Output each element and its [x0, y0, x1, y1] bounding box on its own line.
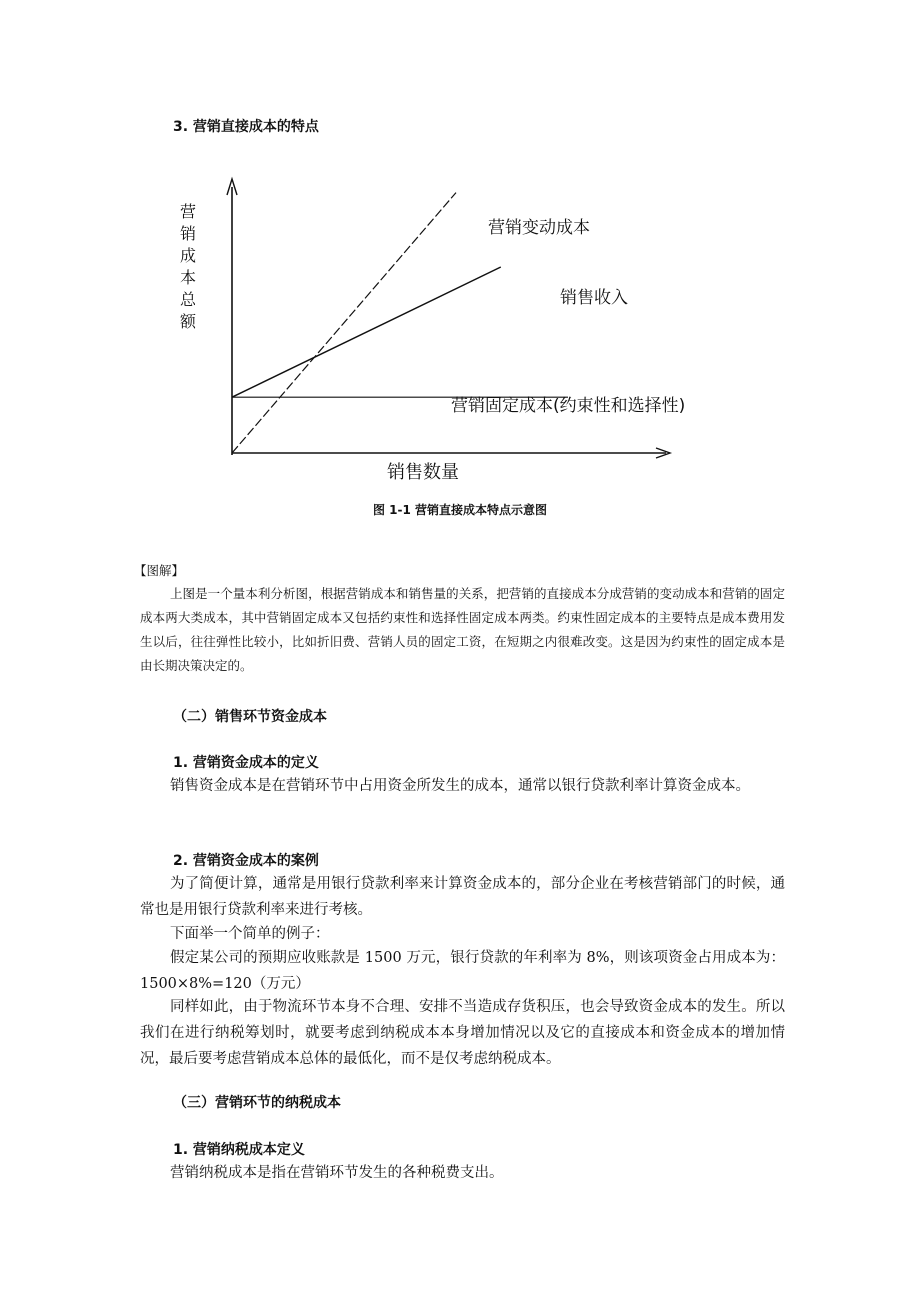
x-axis — [232, 448, 670, 458]
diagram-note-label: 【图解】 — [134, 563, 185, 578]
paragraph-tax-cost-definition: 营销纳税成本是指在营销环节发生的各种税费支出。 — [170, 1165, 504, 1181]
paragraph-capital-cost-conclusion: 同样如此，由于物流环节本身不合理、安排不当造成存货积压，也会导致资金成本的发生。所以我们在进行纳税筹划时，就要考虑到纳税成本本身增加情况以及它的直接成本和资金成本的增加情况，最后要考虑营销成本总体的最低化，而不是仅考虑纳税成本。 — [140, 999, 785, 1067]
figure-caption: 图 1-1 营销直接成本特点示意图 — [372, 503, 548, 517]
paragraph-capital-cost-definition: 销售资金成本是在营销环节中占用资金所发生的成本，通常以银行贷款利率计算资金成本。 — [170, 778, 750, 794]
series-label-fixed-cost: 营销固定成本(约束性和选择性) — [451, 396, 686, 416]
cost-volume-chart — [168, 165, 788, 485]
y-axis-label — [180, 202, 197, 331]
series-line-variable-cost — [232, 193, 456, 453]
paragraph-capital-cost-example: 假定某公司的预期应收账款是 1500 万元，银行贷款的年利率为 8%，则该项资金占用成本为：1500×8%=120（万元） — [140, 950, 785, 992]
y-axis-label-text: 营销成本总额 — [179, 202, 197, 331]
series-label-sales-revenue: 销售收入 — [560, 288, 628, 308]
paragraph-capital-cost-case-2: 下面举一个简单的例子： — [170, 926, 330, 942]
subheading-tax-cost-definition: 1. 营销纳税成本定义 — [173, 1142, 305, 1158]
section-three-heading: （三）营销环节的纳税成本 — [173, 1095, 341, 1111]
subheading-capital-cost-case: 2. 营销资金成本的案例 — [173, 853, 319, 869]
subheading-capital-cost-definition: 1. 营销资金成本的定义 — [173, 755, 319, 771]
x-axis-label: 销售数量 — [387, 462, 459, 483]
section-heading-direct-cost-features: 3. 营销直接成本的特点 — [173, 119, 319, 135]
y-axis — [227, 179, 237, 455]
paragraph-capital-cost-case-1: 为了简便计算，通常是用银行贷款利率来计算资金成本的，部分企业在考核营销部门的时候，通常也是用银行贷款利率来进行考核。 — [140, 876, 785, 918]
series-label-variable-cost: 营销变动成本 — [488, 218, 590, 238]
series-line-sales-revenue — [232, 267, 501, 397]
section-two-heading: （二）销售环节资金成本 — [173, 709, 327, 725]
diagram-note-text: 上图是一个量本利分析图，根据营销成本和销售量的关系，把营销的直接成本分成营销的变动成本和营销的固定成本两大类成本，其中营销固定成本又包括约束性和选择性固定成本两类。约束性固定成本的主要特点是成本费用发生以后，往往弹性比较小，比如折旧费、营销人员的固定工资，在短期之内很难改变。这是因为约束性的固定成本是由长期决策决定的。 — [140, 586, 785, 673]
